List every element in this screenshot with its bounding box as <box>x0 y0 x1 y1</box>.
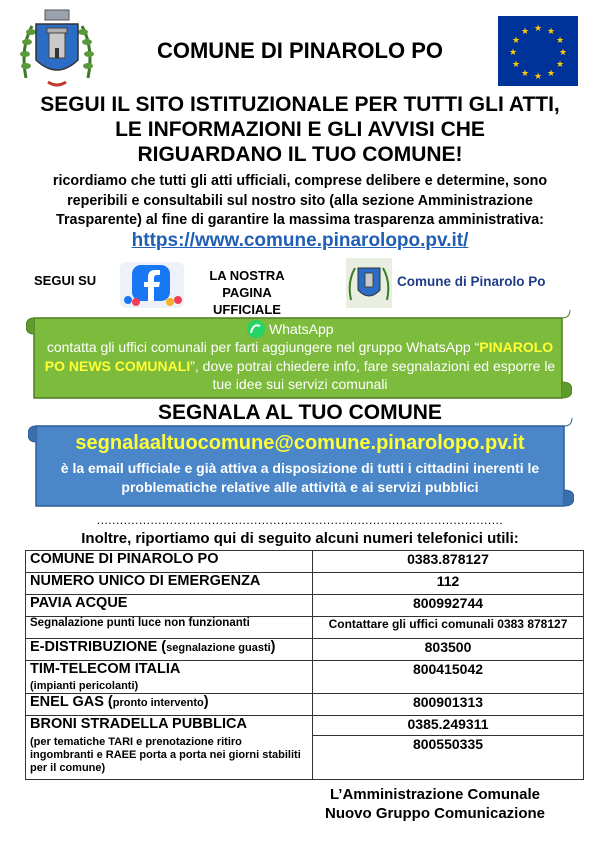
intro-text: ricordiamo che tutti gli atti ufficiali, comprese delibere e determine, sono reperibili e consultabili sul nostro sito (alla sezione Amministrazione Trasparente) al fine di garantire la massima trasparenza amministrativa: <box>52 173 548 228</box>
whatsapp-text <box>40 338 560 394</box>
contact-name <box>26 661 313 694</box>
whatsapp-group-name: PINAROLO PO NEWS COMUNALI <box>44 339 554 374</box>
table-row <box>26 694 584 716</box>
contact-number: 0383.878127 <box>313 551 584 573</box>
whatsapp-icon <box>245 319 355 339</box>
report-email-link[interactable]: segnalaaltuocomune@comune.pinarolopo.pv.it <box>75 432 525 454</box>
report-title: SEGNALA AL TUO COMUNE <box>158 401 442 424</box>
table-row <box>26 595 584 617</box>
facebook-icon[interactable] <box>120 262 184 308</box>
contact-name: PAVIA ACQUE <box>26 595 313 617</box>
contact-name: BRONI STRADELLA PUBBLICA <box>26 716 313 736</box>
contact-name-main: E-DISTRIBUZIONE ( <box>30 639 167 655</box>
signature <box>300 785 570 823</box>
whatsapp-text-after: ”, dove potrai chiedere info, fare segnalazioni ed esporre le tue idee sui servizi comunali <box>190 357 556 392</box>
svg-text:★: ★ <box>511 36 521 46</box>
dotted-divider: .......................................................................................................... <box>96 513 504 527</box>
municipal-crest-logo <box>18 8 96 92</box>
svg-text:★: ★ <box>555 60 565 70</box>
follow-label: SEGUI SU <box>34 273 97 288</box>
phone-numbers-table <box>25 550 584 780</box>
municipal-crest-small-logo <box>346 258 392 308</box>
contact-note: (per tematiche TARI e prenotazione ritiro ingombranti e RAEE porta a porta nei giorni stabiliti per il comune) <box>26 736 313 780</box>
svg-text:★: ★ <box>546 27 556 37</box>
contact-name: COMUNE DI PINAROLO PO <box>26 551 313 573</box>
website-link[interactable]: https://www.comune.pinarolopo.pv.it/ <box>131 230 469 251</box>
contact-note: (impianti pericolanti) <box>30 680 139 692</box>
contact-name <box>26 639 313 661</box>
contact-name-close: ) <box>203 694 209 710</box>
table-row <box>26 573 584 595</box>
table-row <box>26 736 584 780</box>
table-row <box>26 639 584 661</box>
contact-number: 800550335 <box>313 736 584 780</box>
svg-text:★: ★ <box>555 36 565 46</box>
page-title: COMUNE DI PINAROLO PO <box>156 38 443 63</box>
signature-line-2: Nuovo Gruppo Comunicazione <box>325 805 545 822</box>
contact-name-close: ) <box>270 639 276 655</box>
contact-number: Contattare gli uffici comunali 0383 878127 <box>313 617 584 639</box>
contact-number: 0385.249311 <box>313 716 584 736</box>
phone-numbers-intro: Inoltre, riportiamo qui di seguito alcuni numeri telefonici utili: <box>81 530 519 547</box>
eu-flag-icon <box>498 16 578 86</box>
svg-text:★: ★ <box>520 27 530 37</box>
headline: SEGUI IL SITO ISTITUZIONALE PER TUTTI GLI ATTI, LE INFORMAZIONI E GLI AVVISI CHE RIGUARDANO IL TUO COMUNE! <box>40 93 560 166</box>
svg-text:★: ★ <box>558 48 568 58</box>
contact-name <box>26 694 313 716</box>
contact-number: 800901313 <box>313 694 584 716</box>
svg-text:★: ★ <box>511 60 521 70</box>
svg-text:★: ★ <box>546 69 556 79</box>
contact-number: 803500 <box>313 639 584 661</box>
svg-text:★: ★ <box>533 72 543 82</box>
facebook-page-name[interactable]: Comune di Pinarolo Po <box>397 274 546 289</box>
contact-note: pronto intervento <box>112 697 204 709</box>
svg-text:★: ★ <box>533 24 543 34</box>
contact-number: 112 <box>313 573 584 595</box>
official-page-label: LA NOSTRA PAGINA UFFICIALE <box>209 268 285 317</box>
svg-text:★: ★ <box>508 48 518 58</box>
table-row <box>26 661 584 694</box>
svg-text:★: ★ <box>520 69 530 79</box>
table-row <box>26 551 584 573</box>
contact-name-main: ENEL GAS ( <box>30 694 113 710</box>
whatsapp-logo-text: WhatsApp <box>269 321 334 337</box>
contact-name-main: TIM-TELECOM ITALIA <box>30 661 181 677</box>
report-email-description: è la email ufficiale e già attiva a disposizione di tutti i cittadini inerenti le problematiche relative alle attività e ai servizi pubblici <box>60 460 540 495</box>
contact-name: NUMERO UNICO DI EMERGENZA <box>26 573 313 595</box>
table-row <box>26 716 584 736</box>
contact-number: 800415042 <box>313 661 584 694</box>
contact-note: segnalazione guasti <box>166 642 271 654</box>
table-row <box>26 617 584 639</box>
signature-line-1: L’Amministrazione Comunale <box>329 786 541 803</box>
contact-name: Segnalazione punti luce non funzionanti <box>26 617 313 639</box>
contact-number: 800992744 <box>313 595 584 617</box>
whatsapp-text-before: contatta gli uffici comunali per farti aggiungere nel gruppo WhatsApp “ <box>46 339 480 355</box>
